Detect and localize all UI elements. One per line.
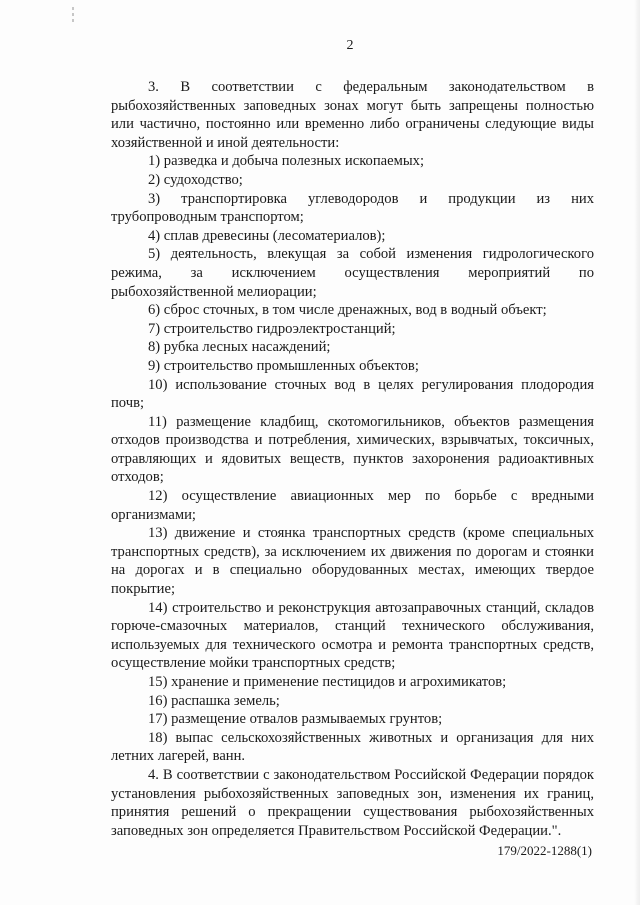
paragraph-3: 3. В соответствии с федеральным законодательством в рыбохозяйственных заповедных зонах могут быть запрещены полностью или частично, постоянно или временно либо ограничены следующие виды хозяйственной и иной деятельности: bbox=[111, 79, 594, 151]
list-item-14: 14) строительство и реконструкция автозаправочных станций, складов горюче-смазочных материалов, станций технического обслуживания, используемых для технического осмотра и ремонта транспортных средств, осуществление мойки транспортных средств; bbox=[111, 599, 594, 672]
list-item-1: 1) разведка и добыча полезных ископаемых; bbox=[148, 153, 424, 170]
list-item-8: 8) рубка лесных насаждений; bbox=[148, 339, 331, 356]
document-body bbox=[111, 78, 594, 840]
scan-artifact bbox=[70, 4, 76, 26]
page-number: 2 bbox=[346, 38, 354, 53]
list-item-18: 18) выпас сельскохозяйственных животных и организация для них летних лагерей, ванн. bbox=[111, 729, 594, 765]
list-item-2: 2) судоходство; bbox=[148, 171, 243, 188]
list-item-10: 10) использование сточных вод в целях регулирования плодородия почв; bbox=[111, 376, 594, 412]
list-item-16: 16) распашка земель; bbox=[148, 692, 280, 709]
list-item-12: 12) осуществление авиационных мер по борьбе с вредными организмами; bbox=[111, 488, 594, 523]
list-item-4: 4) сплав древесины (лесоматериалов); bbox=[148, 227, 386, 244]
scan-edge-shadow bbox=[634, 0, 640, 905]
list-item-17: 17) размещение отвалов размываемых грунтов; bbox=[148, 711, 443, 728]
list-item-6: 6) сброс сточных, в том числе дренажных, вод в водный объект; bbox=[148, 302, 547, 319]
document-registration-code: 179/2022-1288(1) bbox=[497, 843, 592, 858]
list-item-9: 9) строительство промышленных объектов; bbox=[148, 357, 419, 374]
list-item-11: 11) размещение кладбищ, скотомогильников, объектов размещения отходов производства и потребления, химических, взрывчатых, токсичных, отравляющих и ядовитых веществ, пунктов захоронения радиоактивных отходов; bbox=[111, 413, 594, 486]
list-item-15: 15) хранение и применение пестицидов и агрохимикатов; bbox=[148, 674, 507, 690]
list-item-5: 5) деятельность, влекущая за собой изменения гидрологического режима, за исключением осуществления мероприятий по рыбохозяйственной мелиорации; bbox=[111, 246, 594, 300]
list-item-7: 7) строительство гидроэлектростанций; bbox=[148, 320, 396, 337]
paragraph-4: 4. В соответствии с законодательством Российской Федерации порядок установления рыбохозяйственных заповедных зон, изменения их границ, принятия решений о прекращении существования рыбохозяйственных заповедных зон определяется Правительством Российской Федерации.". bbox=[111, 766, 594, 839]
list-item-13: 13) движение и стоянка транспортных средств (кроме специальных транспортных средств), за исключением их движения по дорогам и стоянки на дорогах и в специально оборудованных местах, имеющих твердое покрытие; bbox=[111, 525, 594, 598]
list-item-3: 3) транспортировка углеводородов и продукции из них трубопроводным транспортом; bbox=[111, 190, 594, 226]
